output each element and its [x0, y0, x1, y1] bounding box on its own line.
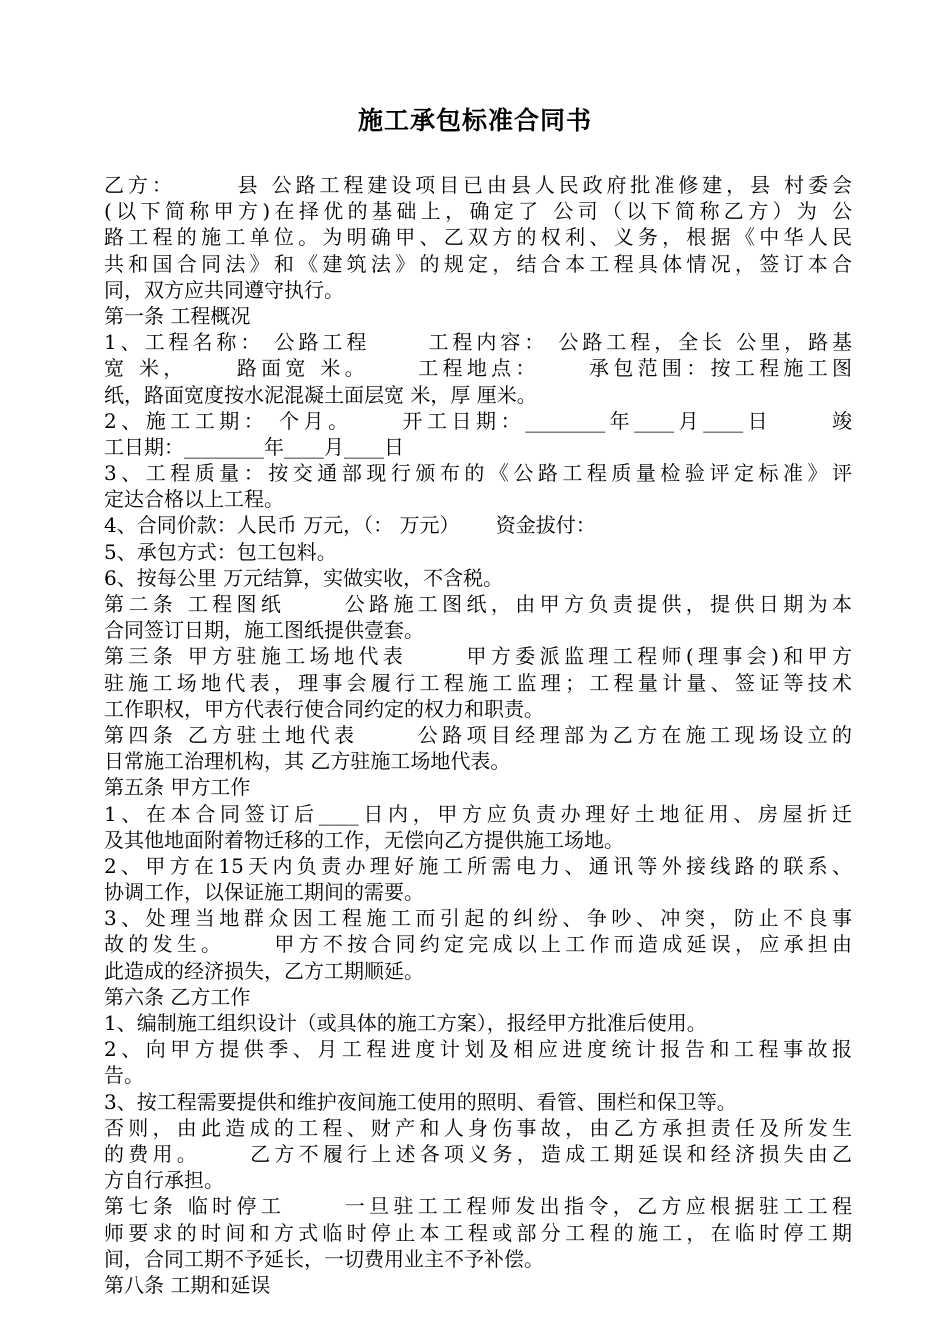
text-line: 第三条 甲方驻施工场地代表 甲方委派监理工程师(理事会)和甲方	[104, 644, 852, 669]
text-line: 5、承包方式：包工包料。	[104, 539, 337, 564]
text-line: 2、向甲方提供季、月工程进度计划及相应进度统计报告和工程事故报	[104, 1037, 852, 1062]
text-line: 工日期：________年____月____日	[104, 434, 404, 459]
text-line: 3、工程质量：按交通部现行颁布的《公路工程质量检验评定标准》评	[104, 461, 852, 486]
text-line: (以下简称甲方)在择优的基础上，确定了 公司（以下简称乙方）为 公	[104, 199, 852, 224]
text-line: 路工程的施工单位。为明确甲、乙双方的权利、义务，根据《中华人民	[104, 225, 852, 250]
text-line: 宽 米， 路面宽 米。 工程地点： 承包范围：按工程施工图	[104, 356, 852, 381]
text-line: 1、在本合同签订后____日内，甲方应负责办理好土地征用、房屋折迁	[104, 801, 852, 826]
text-line: 4、合同价款：人民币 万元，（： 万元） 资金拔付：	[104, 513, 596, 538]
text-line: 此造成的经济损失，乙方工期顺延。	[104, 958, 424, 983]
text-line: 合同签订日期，施工图纸提供壹套。	[104, 618, 424, 643]
text-line: 乙方： 县 公路工程建设项目已由县人民政府批准修建，县 村委会	[104, 173, 852, 197]
text-line: 1、编制施工组织设计（或具体的施工方案），报经甲方批准后使用。	[104, 1011, 707, 1035]
text-line: 的费用。 乙方不履行上述各项义务，造成工期延误和经济损失由乙	[104, 1141, 852, 1166]
text-line: 及其他地面附着物迁移的工作，无偿向乙方提供施工场地。	[104, 827, 624, 852]
text-line: 间，合同工期不予延长，一切费用业主不予补偿。	[104, 1246, 544, 1271]
text-line: 驻施工场地代表，理事会履行工程施工监理；工程量计量、签证等技术	[104, 670, 852, 695]
text-line: 协调工作，以保证施工期间的需要。	[104, 880, 424, 905]
text-line: 定达合格以上工程。	[104, 487, 284, 512]
text-line: 日常施工治理机构，其 乙方驻施工场地代表。	[104, 749, 511, 774]
text-line: 第四条 乙方驻土地代表 公路项目经理部为乙方在施工现场设立的	[104, 722, 852, 747]
text-line: 3、按工程需要提供和维护夜间施工使用的照明、看管、围栏和保卫等。	[104, 1089, 737, 1114]
text-line: 第六条 乙方工作	[104, 984, 251, 1009]
text-line: 纸，路面宽度按水泥混凝土面层宽 米，厚 厘米。	[104, 382, 537, 407]
text-line: 1、工程名称： 公路工程 工程内容： 公路工程，全长 公里，路基	[104, 330, 852, 355]
text-line: 第七条 临时停工 一旦驻工工程师发出指令，乙方应根据驻工工程	[104, 1194, 852, 1219]
text-line: 第八条 工期和延误	[104, 1272, 271, 1297]
contract-body	[104, 172, 852, 1298]
text-line: 故的发生。 甲方不按合同约定完成以上工作而造成延误，应承担由	[104, 932, 852, 957]
text-line: 3、处理当地群众因工程施工而引起的纠纷、争吵、冲突，防止不良事	[104, 906, 852, 931]
text-line: 6、按每公里 万元结算，实做实收，不含税。	[104, 565, 504, 590]
text-line: 第二条 工程图纸 公路施工图纸，由甲方负责提供，提供日期为本	[104, 592, 852, 616]
text-line: 2、施工工期： 个月。 开工日期：________年____月____日 竣	[104, 408, 852, 433]
text-line: 否则，由此造成的工程、财产和人身伤事故，由乙方承担责任及所发生	[104, 1115, 852, 1140]
text-line: 共和国合同法》和《建筑法》的规定，结合本工程具体情况，签订本合	[104, 251, 852, 276]
text-line: 告。	[104, 1063, 144, 1088]
text-line: 2、甲方在15天内负责办理好施工所需电力、通讯等外接线路的联系、	[104, 853, 852, 878]
text-line: 第一条 工程概况	[104, 303, 251, 328]
text-line: 师要求的时间和方式临时停止本工程或部分工程的施工，在临时停工期	[104, 1220, 852, 1245]
text-line: 工作职权，甲方代表行使合同约定的权力和职责。	[104, 696, 544, 721]
text-line: 第五条 甲方工作	[104, 775, 251, 800]
text-line: 同，双方应共同遵守执行。	[104, 277, 344, 302]
text-line: 方自行承担。	[104, 1168, 224, 1193]
document-title: 施工承包标准合同书	[357, 106, 592, 135]
